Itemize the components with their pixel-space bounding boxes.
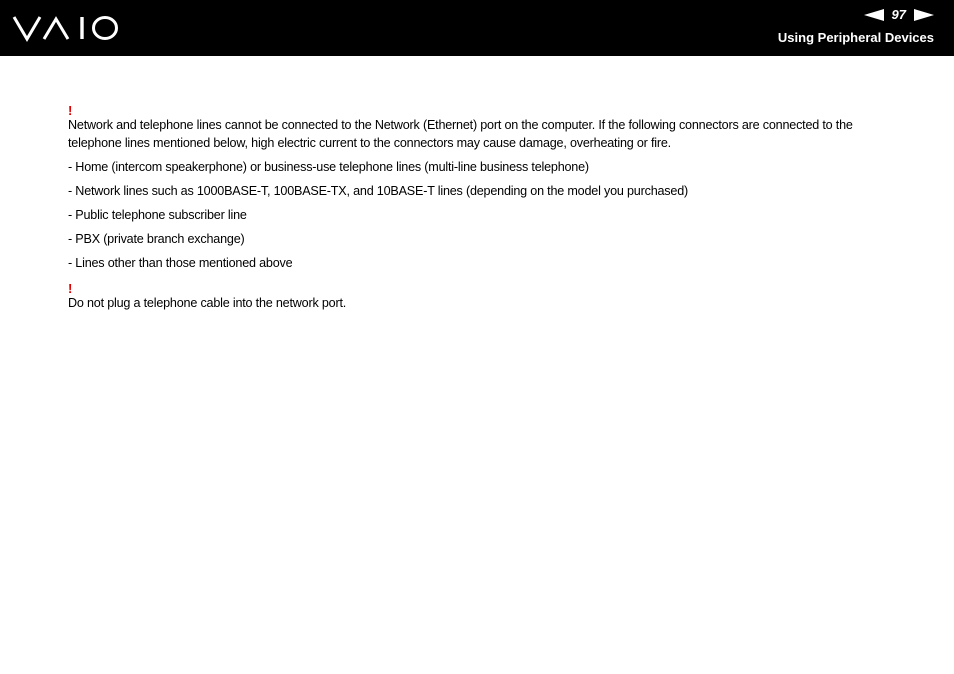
list-item: - Public telephone subscriber line [68, 208, 247, 222]
page-number: 97 [891, 7, 906, 22]
prev-page-arrow-icon[interactable] [864, 9, 884, 21]
page-header [0, 0, 954, 56]
warning-text: Network and telephone lines cannot be connected to the Network (Ethernet) port on the computer. If the following connectors are connected to the telephone lines mentioned below, high electric current to the connectors may cause damage, overheating or fire. [68, 118, 853, 150]
list-item: - Home (intercom speakerphone) or business-use telephone lines (multi-line business telephone) [68, 160, 589, 174]
warning-note [68, 104, 908, 272]
warning-text: Do not plug a telephone cable into the network port. [68, 296, 347, 310]
vaio-logo-icon [12, 14, 120, 42]
list-item: - Network lines such as 1000BASE-T, 100BASE-TX, and 10BASE-T lines (depending on the model you purchased) [68, 184, 689, 198]
section-title: Using Peripheral Devices [777, 30, 934, 45]
warning-marker-icon: ! [68, 281, 73, 296]
list-item: - Lines other than those mentioned above [68, 256, 293, 270]
page-content [68, 104, 908, 312]
warning-note [68, 282, 908, 312]
next-page-arrow-icon[interactable] [914, 9, 934, 21]
page-navigation [864, 7, 934, 23]
warning-marker-icon: ! [68, 103, 73, 118]
list-item: - PBX (private branch exchange) [68, 232, 245, 246]
